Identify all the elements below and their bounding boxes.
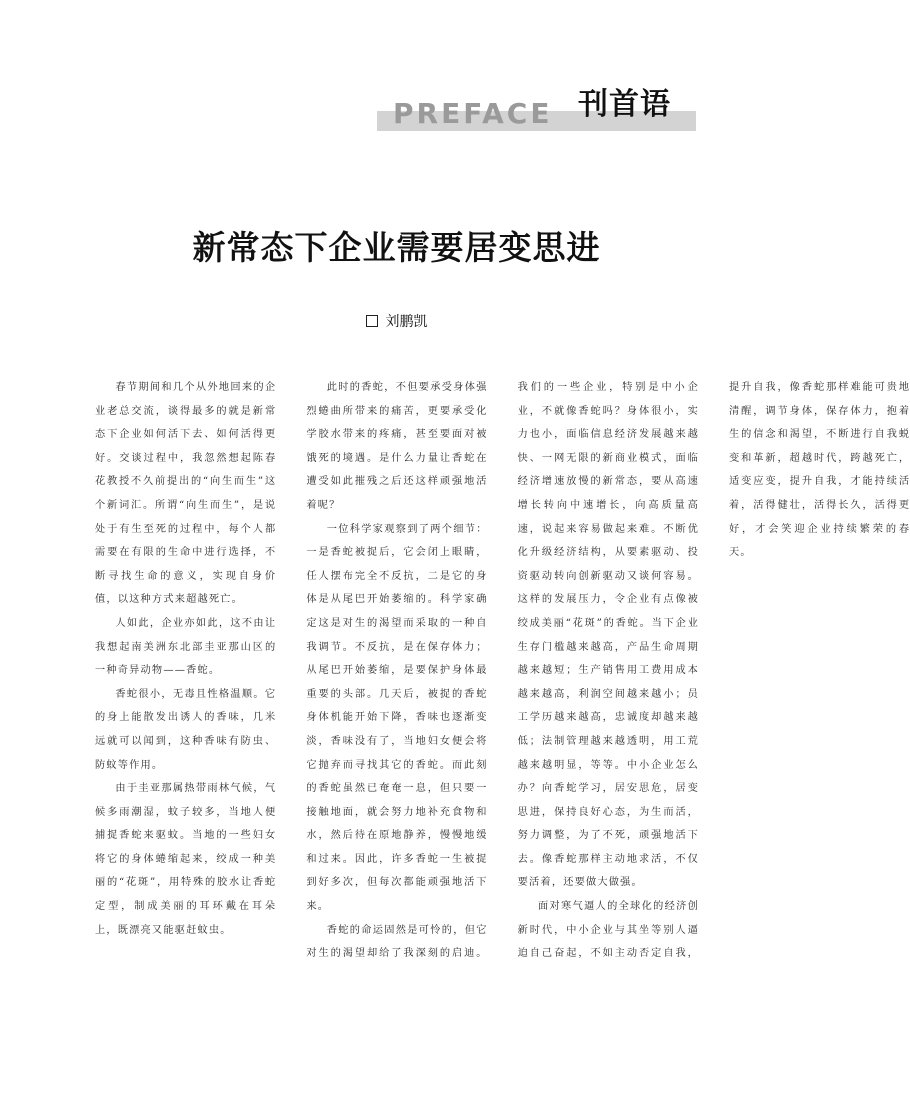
paragraph-4: 由于圭亚那属热带雨林气候，气候多雨潮湿，蚊子较多，当地人便捕捉香蛇来驱蚊。当地的一些妇女将它的身体蜷缩起来，绞成一种美丽的“花斑”，用特殊的胶水让香蛇定型，制成美丽的耳环戴在耳朵上，既漂亮又能驱赶蚊虫。 xyxy=(95,783,277,936)
paragraph-3: 香蛇很小，无毒且性格温顺。它的身上能散发出诱人的香味，几米远就可以闻到，这种香味有防虫、防蚊等作用。 xyxy=(95,688,277,771)
square-marker-icon xyxy=(366,315,378,327)
section-label: 刊首语 xyxy=(578,87,671,122)
author-name: 刘鹏凯 xyxy=(385,314,428,330)
paragraph-6: 一位科学家观察到了两个细节：一是香蛇被捉后，它会闭上眼睛，任人摆布完全不反抗，二是它的身体是从尾巴开始萎缩的。科学家确定这是对生的渴望而采取的一种自我调节。不反抗，是在保存体力；从尾巴开始萎缩，是要保护身体最重要的头部。几天后，被捉的香蛇身体机能开始下降，香味也逐渐变淡，香味没有了，当地妇女便会将它抛弃而寻找其它的香蛇。而此刻的香蛇虽然已奄奄一息，但只要一接触地面，就会努力地补充食物和水，然后待在原地静养，慢慢地缓和过来。因此，许多香蛇一生被捉到好多次，但每次都能顽强地活下来。 xyxy=(306,523,488,913)
article-body xyxy=(95,376,910,976)
paragraph-2: 人如此，企业亦如此，这不由让我想起南美洲东北部圭亚那山区的一种奇异动物——香蛇。 xyxy=(95,617,277,677)
paragraph-1: 春节期间和几个从外地回来的企业老总交流，谈得最多的就是新常态下企业如何活下去、如何活得更好。交谈过程中，我忽然想起陈春花教授不久前提出的“向生而生”这个新词汇。所谓“向生而生”，是说处于有生至死的过程中，每个人都需要在有限的生命中进行选择，不断寻找生命的意义，实现自身价值，以这种方式来超越死亡。 xyxy=(95,382,277,606)
paragraph-5: 此时的香蛇，不但要承受身体强烈蜷曲所带来的痛苦，更要承受化学胶水带来的疼痛，甚至要面对被饿死的境遇。是什么力量让香蛇在遭受如此摧残之后还这样顽强地活着呢？ xyxy=(306,382,488,511)
article-title: 新常态下企业需要居变思进 xyxy=(192,228,601,267)
preface-heading: PREFACE xyxy=(393,97,553,130)
byline xyxy=(0,312,793,332)
paragraph-7: 香蛇的命运固然是可怜的，但它对生的渴望却给了我深刻的启迪。我们的一些企业，特别是中小企业，不就像香蛇吗？身体很小，实力也小，面临信息经济发展越来越快、一网无限的新商业模式，面临经济增速放慢的新常态，要从高速增长转向中速增长，向高质量高速，说起来容易做起来难。不断优化升级经济结构，从要素驱动、投资驱动转向创新驱动又谈何容易。这样的发展压力，令企业有点像被绞成美丽“花斑”的香蛇。当下企业生存门槛越来越高，产品生命周期越来越短；生产销售用工费用成本越来越高，利润空间越来越小；员工学历越来越高，忠诚度却越来越低；法制管理越来越透明，用工荒越来越明显，等等。中小企业怎么办？向香蛇学习，居安思危，居变思进，保持良好心态，为生而活，努力调整，为了不死，顽强地活下去。像香蛇那样主动地求活，不仅要活着，还要做大做强。 xyxy=(306,382,699,960)
paragraph-8: 面对寒气逼人的全球化的经济创新时代，中小企业与其坐等别人逼迫自己奋起，不如主动否定自我，提升自我，像香蛇那样难能可贵地清醒，调节身体，保存体力，抱着生的信念和渴望，不断进行自我蜕变和革新，超越时代，跨越死亡，适变应变，提升自我，才能持续活着，活得健壮，活得长久，活得更好，才会笑迎企业持续繁荣的春天。 xyxy=(517,382,910,960)
